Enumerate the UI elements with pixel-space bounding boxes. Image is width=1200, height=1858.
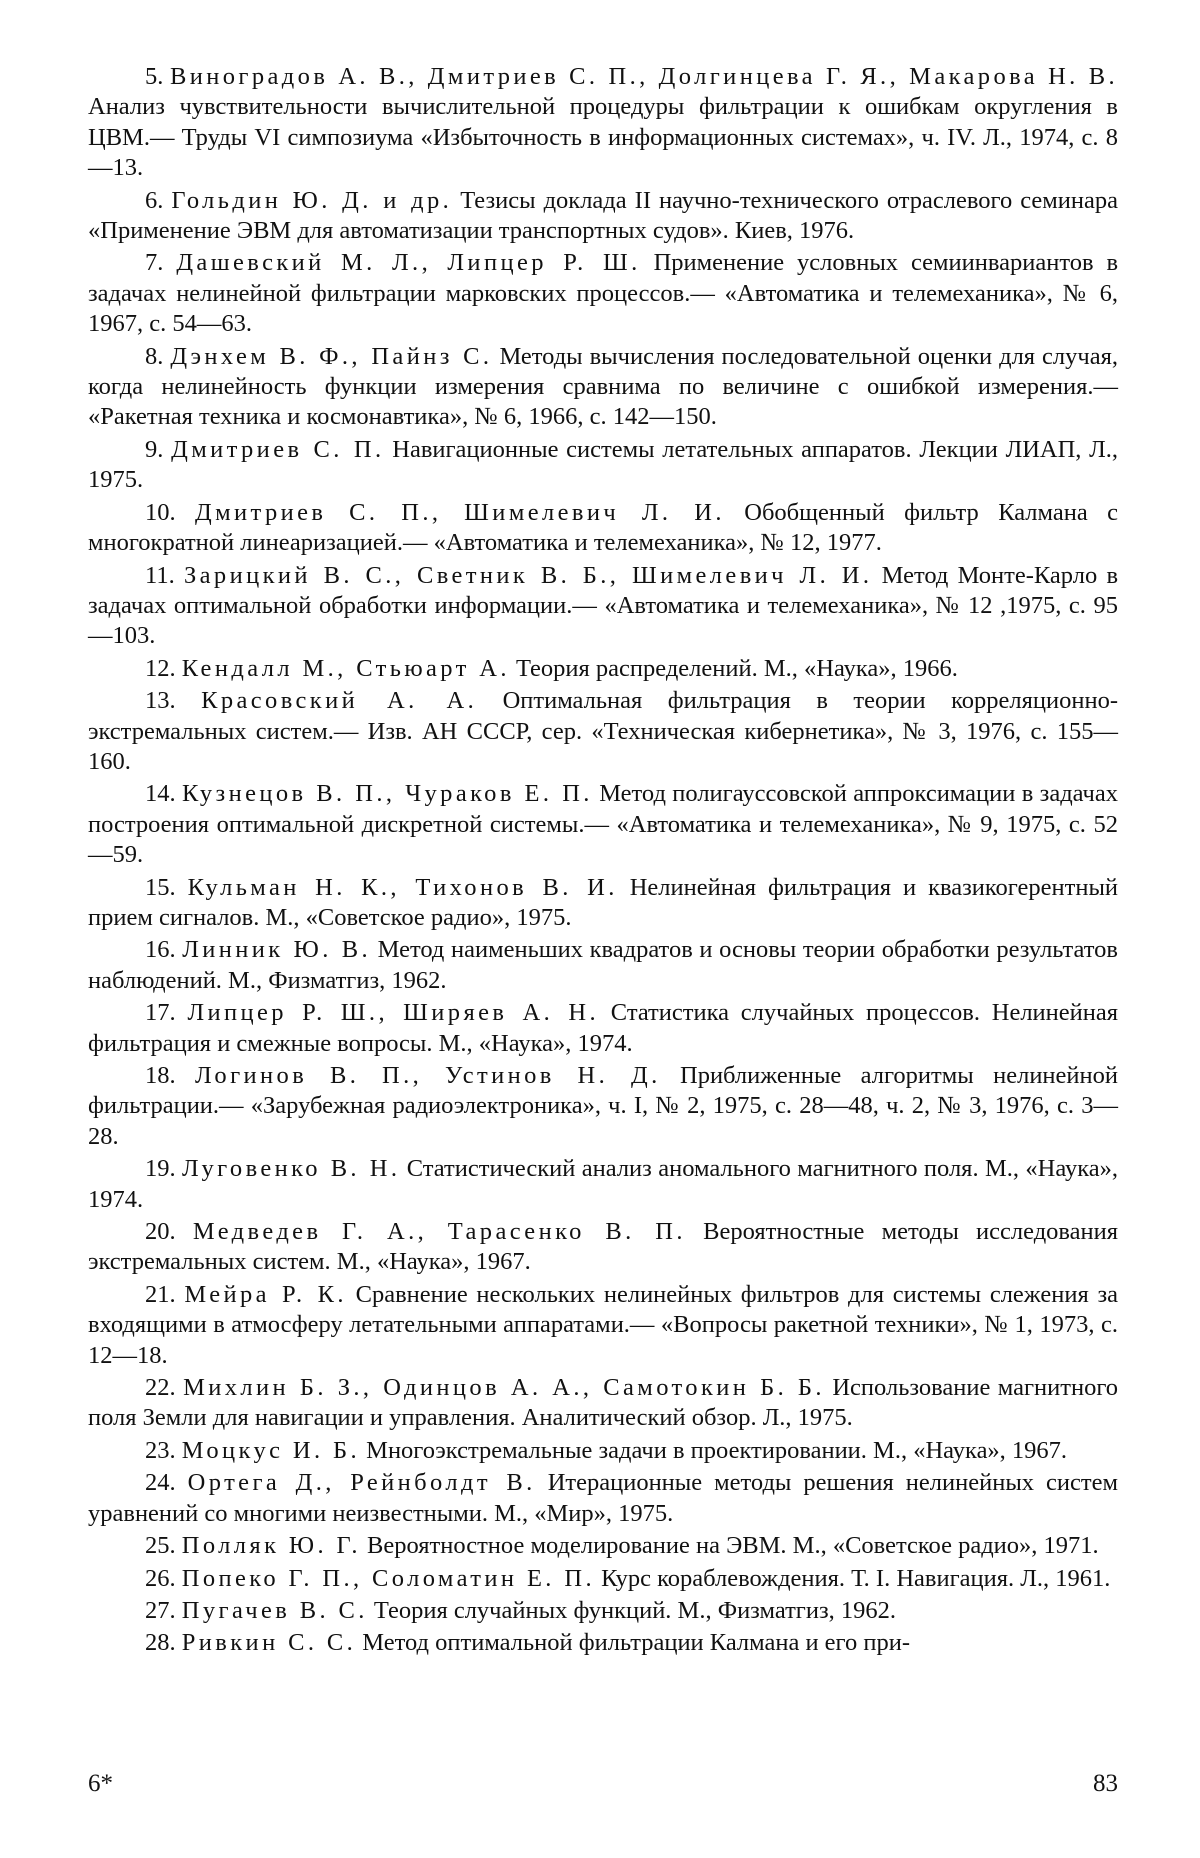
bibliography-entry [88,1468,1118,1529]
entry-text: Применение условных семиинвариантов в задачах нелинейной фильтрации марковских процессов.— «Автоматика и телемеханика», № 6, 1967, с. 54—63. [88,249,1119,338]
entry-authors: Логинов В. П., Устинов Н. Д. [195,1062,661,1089]
entry-number: 13. [145,687,176,715]
entry-number: 5. [145,63,164,90]
entry-authors: Дашевский М. Л., Липцер Р. Ш. [176,249,641,277]
entry-number: 25. [145,1532,176,1560]
entry-text: Вероятностные методы исследования экстремальных систем. М., «Наука», 1967. [88,1218,1119,1276]
entry-number: 28. [145,1629,176,1657]
entry-number: 12. [145,654,176,682]
entry-authors: Зарицкий В. С., Светник В. Б., Шимелевич Л. И. [183,561,873,589]
bibliography-entry [88,1280,1118,1371]
entry-number: 7. [145,249,164,277]
bibliography-entry [88,1154,1118,1215]
entry-text: Метод Монте-Карло в задачах оптимальной обработки информации.— «Автоматика и телемеханика», № 12 ,1975, с. 95—103. [88,561,1119,650]
bibliography-entry [88,935,1118,996]
bibliography-list [88,62,1118,1659]
entry-text: Анализ чувствительности вычислительной процедуры фильтрации к ошибкам округления в ЦВМ.— Труды VI симпозиума «Избыточность в информационных системах», ч. IV. Л., 1974, с. 8—13. [88,93,1118,182]
entry-text: Статистика случайных процессов. Нелинейная фильтрация и смежные вопросы. М., «Наука», 1974. [88,999,1119,1057]
bibliography-entry [88,686,1118,777]
bibliography-entry [88,1531,1118,1561]
entry-authors: Дмитриев С. П., Шимелевич Л. И. [195,498,725,526]
bibliography-entry [88,1596,1118,1626]
signature-mark: 6* [88,1770,113,1797]
entry-number: 24. [145,1469,176,1497]
entry-text: Многоэкстремальные задачи в проектировании. М., «Наука», 1967. [366,1436,1068,1464]
entry-text: Итерационные методы решения нелинейных систем уравнений со многими неизвестными. М., «Мир», 1975. [88,1469,1118,1527]
entry-authors: Моцкус И. Б. [181,1436,361,1464]
entry-authors: Луговенко В. Н. [182,1155,401,1183]
entry-text: Оптимальная фильтрация в теории корреляционно-экстремальных систем.— Изв. АН СССР, сер. «Техническая кибернетика», № 3, 1976, с. 155—160. [88,687,1119,775]
bibliography-entry [88,186,1118,247]
bibliography-entry [88,561,1118,652]
bibliography-entry [88,1436,1118,1466]
bibliography-entry [88,498,1118,559]
bibliography-entry [88,435,1118,496]
entry-text: Статистический анализ аномального магнитного поля. М., «Наука», 1974. [88,1155,1119,1213]
entry-text: Тезисы доклада II научно-технического отраслевого семинара «Применение ЭВМ для автоматизации транспортных судов». Киев, 1976. [88,186,1119,245]
entry-text: Метод наименьших квадратов и основы теории обработки результатов наблюдений. М., Физматгиз, 1962. [88,936,1118,994]
entry-number: 18. [145,1062,176,1089]
bibliography-entry [88,62,1118,184]
entry-authors: Виноградов А. В., Дмитриев С. П., Долгинцева Г. Я., Макарова Н. В. [170,63,1118,90]
entry-authors: Линник Ю. В. [182,936,372,964]
entry-number: 10. [145,498,176,526]
entry-text: Теория распределений. М., «Наука», 1966. [516,654,958,682]
bibliography-entry [88,998,1118,1059]
entry-number: 19. [145,1155,176,1183]
bibliography-entry [88,1217,1118,1278]
entry-authors: Гольдин Ю. Д. и др. [171,186,453,214]
bibliography-entry [88,1628,1118,1658]
entry-text: Сравнение нескольких нелинейных фильтров для системы слежения за входящими в атмосферу летательными аппаратами.— «Вопросы ракетной техники», № 1, 1973, с. 12—18. [88,1280,1119,1369]
entry-authors: Кендалл М., Стьюарт А. [181,654,510,682]
entry-number: 6. [145,186,164,214]
entry-number: 23. [145,1436,176,1464]
entry-text: Вероятностное моделирование на ЭВМ. М., «Советское радио», 1971. [367,1532,1099,1560]
entry-number: 11. [145,561,175,589]
entry-authors: Михлин Б. З., Одинцов А. А., Самотокин Б. Б. [183,1374,825,1402]
bibliography-entry [88,342,1118,433]
entry-authors: Кузнецов В. П., Чураков Е. П. [181,780,593,808]
entry-number: 27. [145,1596,176,1624]
entry-number: 9. [145,435,164,463]
bibliography-entry [88,1564,1118,1594]
entry-text: Методы вычисления последовательной оценки для случая, когда нелинейность функции измерения сравнима по величине с ошибкой измерения.— «Ракетная техника и космонавтика», № 6, 1966, с. 142—150. [88,342,1118,431]
bibliography-entry [88,1061,1118,1152]
entry-authors: Мейра Р. К. [184,1280,347,1308]
entry-text: Нелинейная фильтрация и квазикогерентный прием сигналов. М., «Советское радио», 1975. [88,873,1119,931]
entry-number: 8. [145,342,164,370]
bibliography-entry [88,779,1118,870]
entry-text: Обобщенный фильтр Калмана с многократной линеаризацией.— «Автоматика и телемеханика», № 12, 1977. [88,498,1118,557]
entry-authors: Ривкин С. С. [181,1629,357,1657]
entry-text: Теория случайных функций. М., Физматгиз, 1962. [373,1596,897,1624]
entry-text: Использование магнитного поля Земли для навигации и управления. Аналитический обзор. Л., 1975. [88,1374,1119,1432]
entry-authors: Ортега Д., Рейнболдт В. [187,1469,536,1497]
bibliography-entry [88,654,1118,684]
entry-authors: Дмитриев С. П. [171,435,385,463]
entry-number: 14. [145,780,176,808]
entry-authors: Кульман Н. К., Тихонов В. И. [187,873,618,901]
entry-authors: Полляк Ю. Г. [181,1532,361,1560]
entry-number: 16. [145,936,176,964]
page-number: 83 [1093,1770,1118,1797]
bibliography-entry [88,248,1118,339]
entry-text: Курс кораблевождения. Т. I. Навигация. Л., 1961. [601,1564,1111,1592]
entry-text: Метод полигауссовской аппроксимации в задачах построения оптимальной дискретной системы.— «Автоматика и телемеханика», № 9, 1975, с. 52—59. [88,780,1118,869]
entry-text: Метод оптимальной фильтрации Калмана и его при- [362,1629,911,1657]
entry-authors: Красовский А. А. [201,687,478,715]
entry-number: 17. [145,999,176,1027]
entry-authors: Пугачев В. С. [181,1596,368,1624]
entry-number: 22. [145,1374,176,1402]
entry-authors: Медведев Г. А., Тарасенко В. П. [192,1218,686,1246]
entry-number: 15. [145,873,176,901]
entry-number: 26. [145,1564,176,1592]
entry-text: Приближенные алгоритмы нелинейной фильтрации.— «Зарубежная радиоэлектроника», ч. I, № 2, 1975, с. 28—48, ч. 2, № 3, 1976, с. 3—28. [88,1062,1118,1150]
bibliography-entry [88,1373,1118,1434]
bibliography-entry [88,873,1118,934]
entry-authors: Дэнхем В. Ф., Пайнз С. [170,342,493,370]
entry-authors: Попеко Г. П., Соломатин Е. П. [181,1564,595,1592]
entry-number: 21. [145,1280,176,1308]
entry-text: Навигационные системы летательных аппаратов. Лекции ЛИАП, Л., 1975. [88,435,1119,494]
entry-authors: Липцер Р. Ш., Ширяев А. Н. [187,999,599,1027]
entry-number: 20. [145,1218,176,1246]
